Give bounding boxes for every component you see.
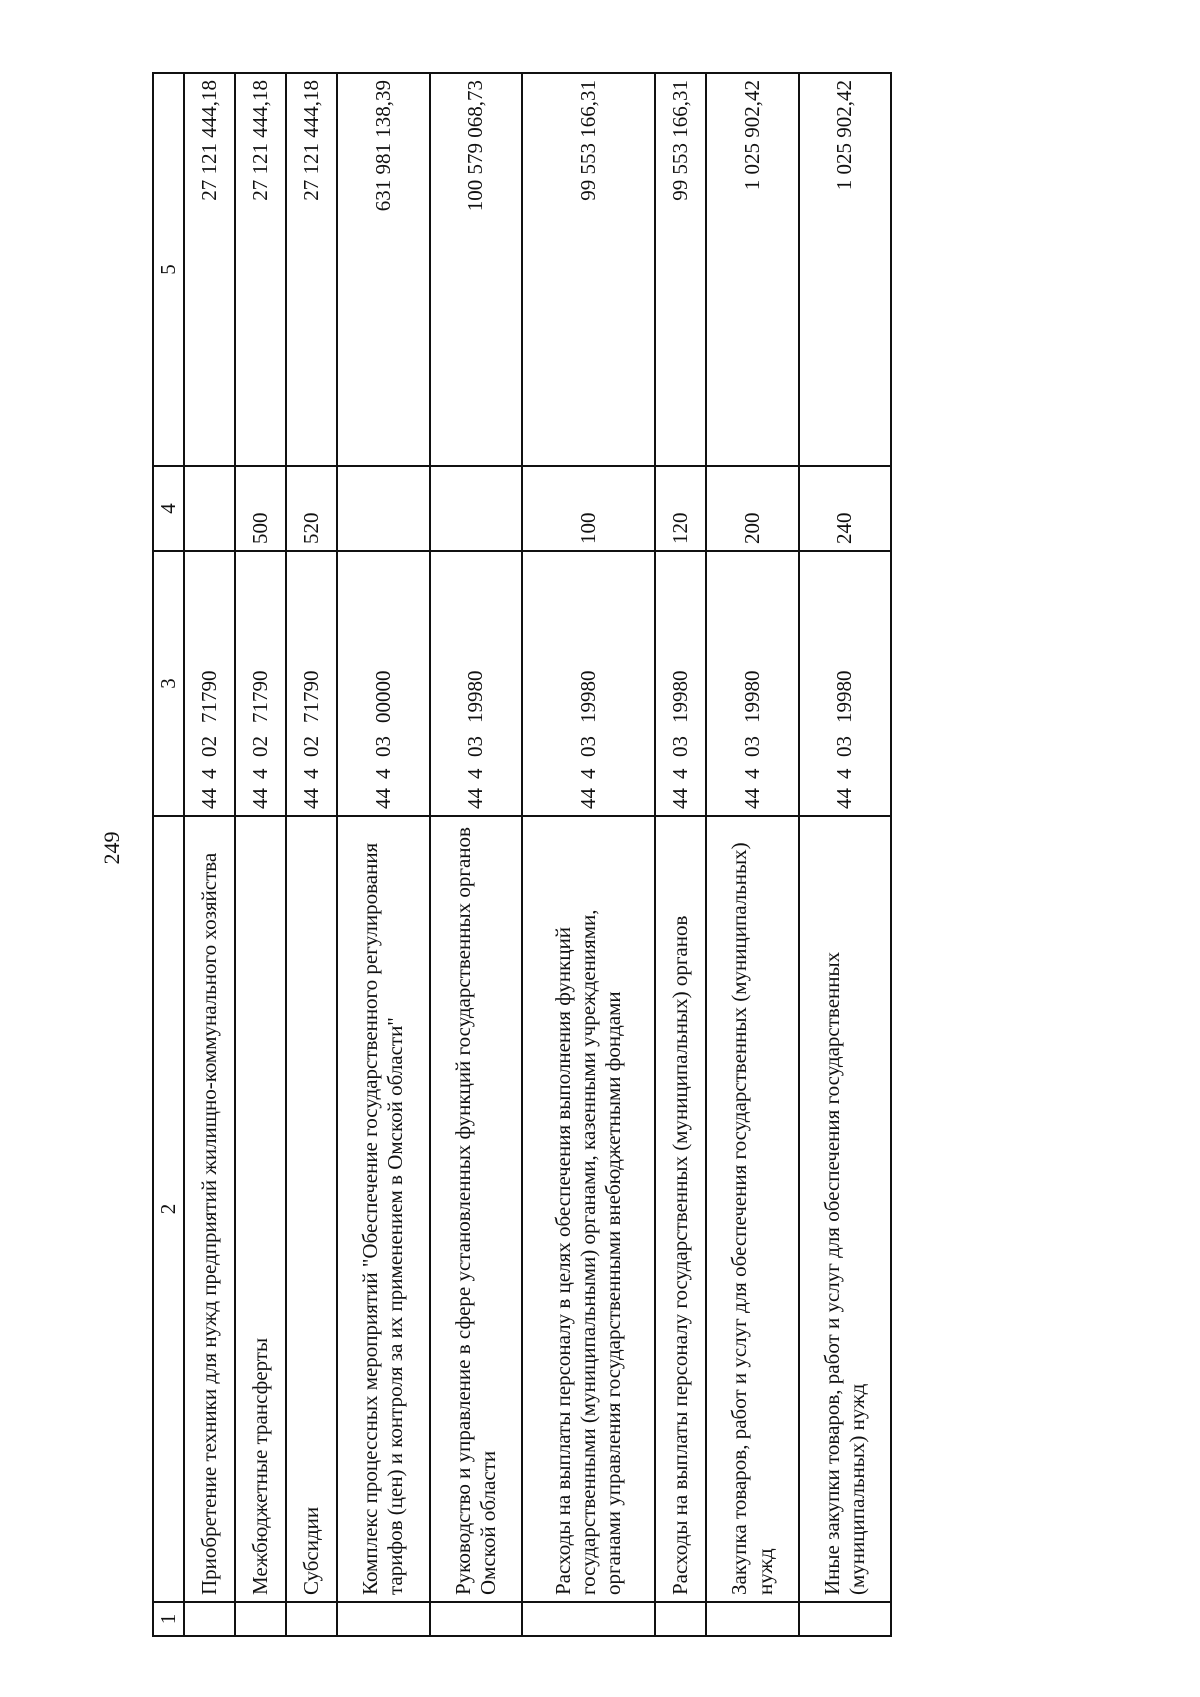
expense-type-cell xyxy=(337,466,429,551)
target-code-cell xyxy=(430,551,522,816)
code-program: 44 xyxy=(832,788,857,809)
table-row xyxy=(430,73,522,1636)
code-subprogram: 03 xyxy=(832,736,857,757)
code-subprogram: 03 xyxy=(463,736,488,757)
code-type: 4 xyxy=(248,768,273,779)
header-col-5: 5 xyxy=(153,73,184,466)
row-number-cell xyxy=(235,1602,286,1636)
row-number-cell xyxy=(706,1602,798,1636)
code-direction: 00000 xyxy=(370,670,395,723)
expense-type-cell: 240 xyxy=(799,466,891,551)
code-direction: 19980 xyxy=(668,670,693,723)
row-number-cell xyxy=(337,1602,429,1636)
expense-name-cell: Расходы на выплаты персоналу в целях обеспечения выполнения функций государственными (муниципальными) органами, казенными учреждениями, органами управления государственными внебюджетными фондами xyxy=(522,816,656,1602)
row-number-cell xyxy=(430,1602,522,1636)
code-program: 44 xyxy=(299,788,324,809)
code-subprogram: 03 xyxy=(576,736,601,757)
code-direction: 19980 xyxy=(832,670,857,723)
header-col-4: 4 xyxy=(153,466,184,551)
header-col-2: 2 xyxy=(153,816,184,1602)
table-row xyxy=(799,73,891,1636)
amount-cell: 631 981 138,39 xyxy=(337,73,429,466)
code-type: 4 xyxy=(832,768,857,779)
code-direction: 19980 xyxy=(739,670,764,723)
code-subprogram: 02 xyxy=(299,736,324,757)
expense-type-cell: 520 xyxy=(286,466,337,551)
target-code-cell xyxy=(522,551,656,816)
target-code-cell xyxy=(337,551,429,816)
amount-cell: 1 025 902,42 xyxy=(706,73,798,466)
row-number-cell xyxy=(655,1602,706,1636)
code-program: 44 xyxy=(370,788,395,809)
expense-name-cell: Закупка товаров, работ и услуг для обеспечения государственных (муниципальных) нужд xyxy=(706,816,798,1602)
code-direction: 71790 xyxy=(197,670,222,723)
budget-table xyxy=(152,72,892,1637)
expense-name-cell: Субсидии xyxy=(286,816,337,1602)
expense-type-cell: 200 xyxy=(706,466,798,551)
expense-name-cell: Руководство и управление в сфере установленных функций государственных органов Омской области xyxy=(430,816,522,1602)
expense-type-cell: 120 xyxy=(655,466,706,551)
code-subprogram: 03 xyxy=(668,736,693,757)
code-type: 4 xyxy=(197,768,222,779)
target-code-cell xyxy=(235,551,286,816)
code-type: 4 xyxy=(668,768,693,779)
code-subprogram: 03 xyxy=(370,736,395,757)
amount-cell: 27 121 444,18 xyxy=(235,73,286,466)
expense-name-cell: Иные закупки товаров, работ и услуг для обеспечения государственных (муниципальных) нужд xyxy=(799,816,891,1602)
code-type: 4 xyxy=(739,768,764,779)
expense-name-cell: Приобретение техники для нужд предприятий жилищно-коммунального хозяйства xyxy=(184,816,235,1602)
code-direction: 71790 xyxy=(248,670,273,723)
target-code-cell xyxy=(706,551,798,816)
row-number-cell xyxy=(799,1602,891,1636)
amount-cell: 27 121 444,18 xyxy=(286,73,337,466)
code-program: 44 xyxy=(197,788,222,809)
table-row xyxy=(522,73,656,1636)
code-subprogram: 03 xyxy=(739,736,764,757)
expense-type-cell xyxy=(430,466,522,551)
header-col-1: 1 xyxy=(153,1602,184,1636)
target-code-cell xyxy=(286,551,337,816)
expense-type-cell: 100 xyxy=(522,466,656,551)
amount-cell: 100 579 068,73 xyxy=(430,73,522,466)
target-code-cell xyxy=(184,551,235,816)
code-direction: 19980 xyxy=(463,670,488,723)
amount-cell: 27 121 444,18 xyxy=(184,73,235,466)
rotated-table-container xyxy=(152,74,892,1637)
amount-cell: 99 553 166,31 xyxy=(522,73,656,466)
header-row xyxy=(153,73,184,1636)
expense-name-cell: Межбюджетные трансферты xyxy=(235,816,286,1602)
page-number: 249 xyxy=(99,831,124,865)
code-subprogram: 02 xyxy=(197,736,222,757)
code-type: 4 xyxy=(576,768,601,779)
code-program: 44 xyxy=(463,788,488,809)
row-number-cell xyxy=(522,1602,656,1636)
code-direction: 19980 xyxy=(576,670,601,723)
code-program: 44 xyxy=(739,788,764,809)
code-program: 44 xyxy=(248,788,273,809)
code-program: 44 xyxy=(576,788,601,809)
expense-name-cell: Расходы на выплаты персоналу государственных (муниципальных) органов xyxy=(655,816,706,1602)
code-subprogram: 02 xyxy=(248,736,273,757)
table-row xyxy=(235,73,286,1636)
table-row xyxy=(184,73,235,1636)
code-direction: 71790 xyxy=(299,670,324,723)
code-type: 4 xyxy=(299,768,324,779)
expense-name-cell: Комплекс процессных мероприятий "Обеспечение государственного регулирования тарифов (цен) и контроля за их применением в Омской области" xyxy=(337,816,429,1602)
table-row xyxy=(337,73,429,1636)
table-row xyxy=(286,73,337,1636)
code-type: 4 xyxy=(370,768,395,779)
expense-type-cell xyxy=(184,466,235,551)
header-col-3: 3 xyxy=(153,551,184,816)
code-type: 4 xyxy=(463,768,488,779)
code-program: 44 xyxy=(668,788,693,809)
table-row xyxy=(706,73,798,1636)
target-code-cell xyxy=(655,551,706,816)
row-number-cell xyxy=(286,1602,337,1636)
expense-type-cell: 500 xyxy=(235,466,286,551)
amount-cell: 1 025 902,42 xyxy=(799,73,891,466)
row-number-cell xyxy=(184,1602,235,1636)
target-code-cell xyxy=(799,551,891,816)
table-row xyxy=(655,73,706,1636)
amount-cell: 99 553 166,31 xyxy=(655,73,706,466)
